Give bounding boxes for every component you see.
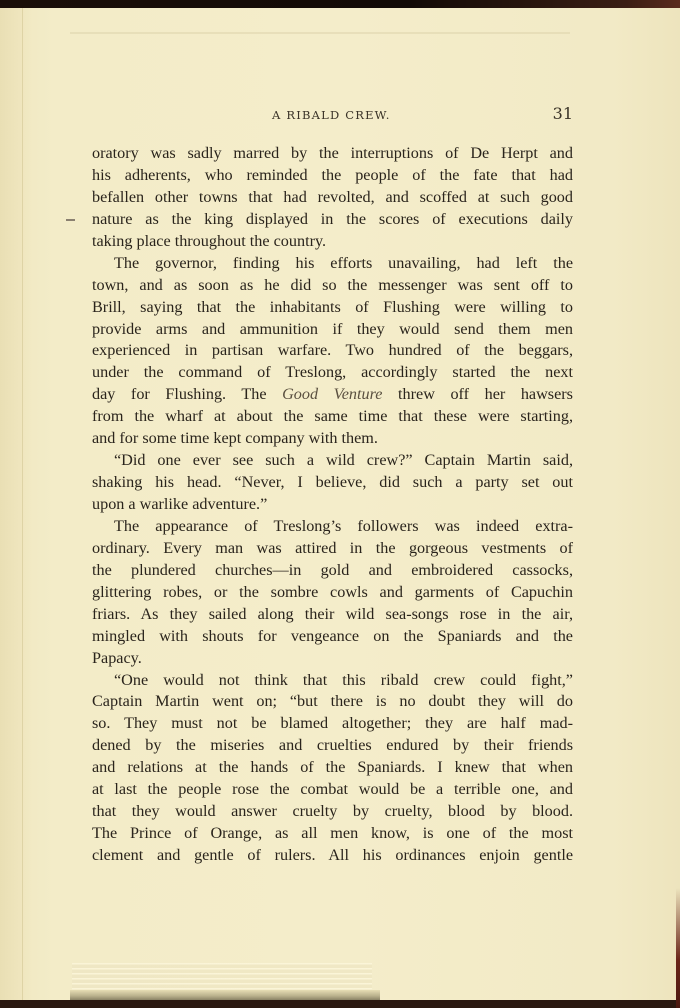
text-line: upon a warlike adventure.” xyxy=(92,495,268,513)
text-line: oratory was sadly marred by the interruptions of De Herpt and xyxy=(92,144,573,162)
text-line-paragraph-start: The appearance of Treslong’s followers was indeed extra- xyxy=(114,516,573,535)
text-line: nature as the king displayed in the scores of executions daily xyxy=(92,209,573,228)
text-line: shaking his head. “Never, I believe, did such a party set out xyxy=(92,473,573,492)
text-line: Papacy. xyxy=(92,648,142,667)
text-line-paragraph-start: “One would not think that this ribald crew could fight,” xyxy=(114,670,573,689)
text-line: the plundered churches—in gold and embroidered cassocks, xyxy=(92,560,573,579)
text-line: town, and as soon as he did so the messenger was sent off to xyxy=(92,275,573,294)
running-header xyxy=(92,104,573,126)
text-line: so. They must not be blamed altogether; they are half mad- xyxy=(92,714,573,733)
page-stack-edges xyxy=(72,963,372,991)
gutter-fold-line xyxy=(22,8,23,1000)
text-line-with-ship-name xyxy=(92,384,573,406)
page-bottom-edge-shadow xyxy=(70,990,380,1000)
text-line: glittering robes, or the sombre cowls and garments of Capuchin xyxy=(92,582,573,601)
text-line: at last the people rose the combat would be a terrible one, and xyxy=(92,780,573,799)
page-top-shadow xyxy=(70,32,570,34)
text-line: that they would answer cruelty by cruelty, blood by blood. xyxy=(92,802,573,821)
text-fragment: threw off her hawsers xyxy=(382,385,573,404)
text-line: taking place throughout the country. xyxy=(92,231,327,250)
text-line: befallen other towns that had revolted, and scoffed at such good xyxy=(92,187,573,206)
text-line: and for some time kept company with them. xyxy=(92,429,378,448)
text-line: dened by the miseries and cruelties endured by their friends xyxy=(92,736,573,755)
page-gutter-shading xyxy=(0,8,32,1000)
text-line: mingled with shouts for vengeance on the Spaniards and the xyxy=(92,626,573,645)
text-line: and relations at the hands of the Spaniards. I knew that when xyxy=(92,758,573,777)
text-line: his adherents, who reminded the people of the fate that had xyxy=(92,165,573,184)
text-line: experienced in partisan warfare. Two hundred of the beggars, xyxy=(92,341,573,360)
text-fragment: day for Flushing. The xyxy=(92,385,283,404)
running-title: A RIBALD CREW. xyxy=(272,108,391,122)
page-number: 31 xyxy=(552,104,573,123)
text-line-paragraph-start: The governor, finding his efforts unavailing, had left the xyxy=(114,253,573,272)
text-line: Brill, saying that the inhabitants of Flushing were willing to xyxy=(92,297,573,316)
text-line: clement and gentle of rulers. All his ordinances enjoin gentle xyxy=(92,846,573,864)
text-line: The Prince of Orange, as all men know, is one of the most xyxy=(92,824,573,843)
text-line: under the command of Treslong, accordingly started the next xyxy=(92,363,573,382)
text-line: provide arms and ammunition if they would send them men xyxy=(92,319,573,338)
text-line: from the wharf at about the same time that these were starting, xyxy=(92,407,573,426)
text-line: ordinary. Every man was attired in the gorgeous vestments of xyxy=(92,538,573,557)
text-line-paragraph-start: “Did one ever see such a wild crew?” Captain Martin said, xyxy=(114,451,573,470)
book-cover-edge xyxy=(676,888,680,1008)
margin-dash-mark xyxy=(66,219,75,221)
body-text xyxy=(92,143,573,867)
text-line: friars. As they sailed along their wild sea-songs rose in the air, xyxy=(92,604,573,623)
ship-name-italic: Good Venture xyxy=(282,385,383,404)
text-line: Captain Martin went on; “but there is no doubt they will do xyxy=(92,692,573,711)
